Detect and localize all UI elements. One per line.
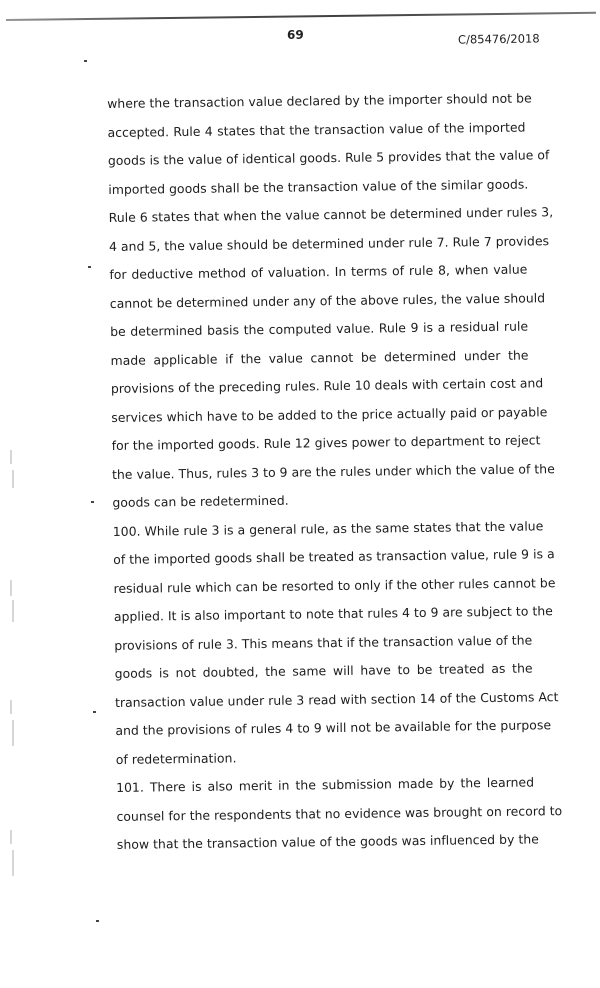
header-rule bbox=[6, 12, 596, 21]
scan-dot bbox=[88, 266, 91, 268]
text-line: of redetermination. bbox=[115, 749, 237, 767]
paragraph-100-start: 100. While rule 3 is a general rule, as the same states that the value bbox=[112, 517, 544, 539]
text-line: goods can be redetermined. bbox=[112, 492, 289, 510]
scan-dot bbox=[93, 711, 96, 713]
text-line: where the transaction value declared by the importer should not be bbox=[107, 90, 532, 111]
text-line: provisions of the preceding rules. Rule 10 deals with certain cost and bbox=[110, 375, 544, 396]
text-line: the value. Thus, rules 3 to 9 are the rules under which the value of the bbox=[111, 460, 555, 482]
text-line: transaction value under rule 3 read with section 14 of the Customs Act bbox=[114, 688, 559, 710]
text-line: provisions of rule 3. This means that if the transaction value of the bbox=[114, 631, 533, 653]
text-line: imported goods shall be the transaction value of the similar goods. bbox=[108, 175, 529, 197]
text-line: for deductive method of valuation. In terms of rule 8, when value bbox=[109, 261, 528, 282]
text-line: show that the transaction value of the goods was influenced by the bbox=[116, 831, 540, 852]
document-body bbox=[107, 85, 563, 860]
text-line: accepted. Rule 4 states that the transaction value of the imported bbox=[107, 119, 526, 140]
text-line: residual rule which can be resorted to only if the other rules cannot be bbox=[113, 574, 556, 596]
text-line: made applicable if the value cannot be determined under the bbox=[110, 347, 529, 368]
text-line: be determined basis the computed value. Rule 9 is a residual rule bbox=[110, 318, 529, 339]
text-line: and the provisions of rules 4 to 9 will not be available for the purpose bbox=[115, 717, 552, 738]
text-line: goods is the value of identical goods. Rule 5 provides that the value of bbox=[107, 147, 550, 168]
text-line: goods is not doubted, the same will have to be treated as the bbox=[114, 660, 533, 681]
text-line: Rule 6 states that when the value cannot be determined under rules 3, bbox=[108, 204, 554, 225]
text-line: of the imported goods shall be treated as transaction value, rule 9 is a bbox=[113, 546, 555, 567]
scan-dot bbox=[84, 60, 87, 62]
text-line: for the imported goods. Rule 12 gives power to department to reject bbox=[111, 432, 541, 453]
page-number: 69 bbox=[287, 28, 304, 42]
scan-dot bbox=[96, 920, 99, 922]
text-line: counsel for the respondents that no evidence was brought on record to bbox=[116, 802, 563, 824]
paragraph-101-start: 101. There is also merit in the submission made by the learned bbox=[116, 774, 535, 795]
scan-dot bbox=[91, 501, 94, 503]
text-line: services which have to be added to the price actually paid or payable bbox=[111, 403, 548, 425]
text-line: 4 and 5, the value should be determined under rule 7. Rule 7 provides bbox=[108, 232, 550, 254]
text-line: cannot be determined under any of the above rules, the value should bbox=[109, 289, 546, 311]
scan-margin-artifacts bbox=[4, 0, 24, 988]
text-line: applied. It is also important to note that rules 4 to 9 are subject to the bbox=[113, 603, 553, 624]
case-number: C/85476/2018 bbox=[457, 31, 540, 47]
